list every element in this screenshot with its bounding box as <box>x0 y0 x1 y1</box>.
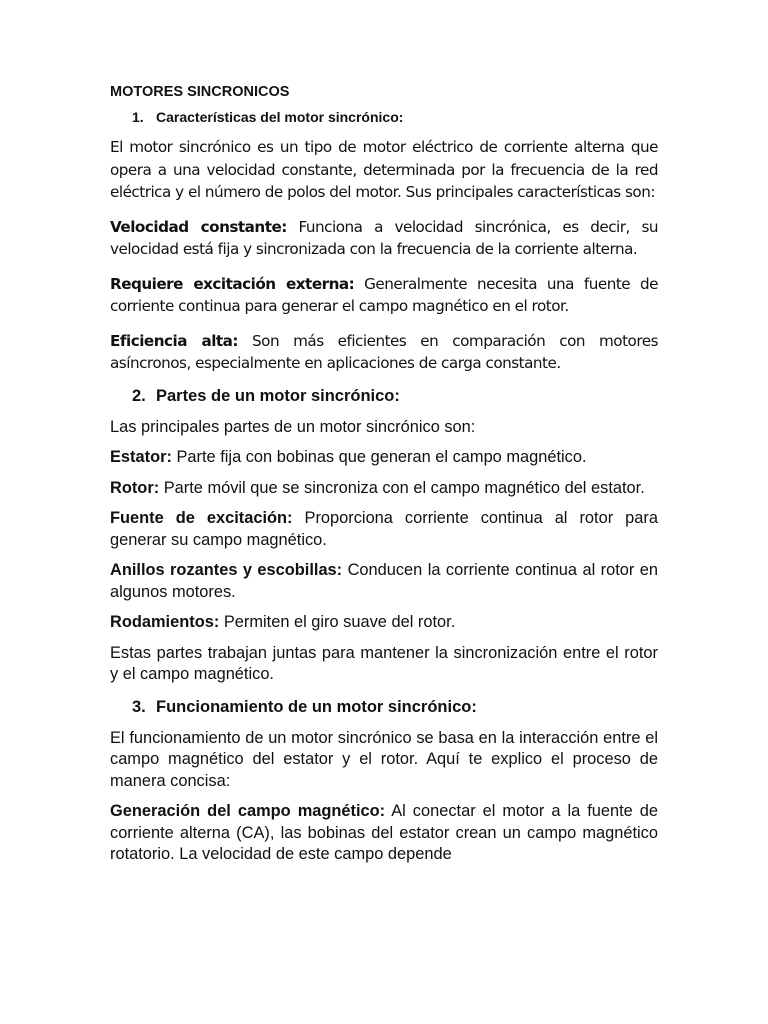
item-term: Anillos rozantes y escobillas: <box>110 561 343 579</box>
item-text: Parte fija con bobinas que generan el campo magnético. <box>176 448 587 466</box>
section-1-number: 1. <box>132 109 144 125</box>
section-2-item-anillos <box>110 560 658 603</box>
section-2-item-rodamientos <box>110 612 658 634</box>
section-1-intro: El motor sincrónico es un tipo de motor eléctrico de corriente alterna que opera a una velocidad constante, determinada por la frecuencia de la red eléctrica y el número de polos del motor. Sus principales características son: <box>110 138 658 201</box>
document-title: MOTORES SINCRONICOS <box>110 84 290 100</box>
section-1-heading <box>132 109 658 125</box>
section-2-item-rotor <box>110 478 658 500</box>
section-3-intro: El funcionamiento de un motor sincrónico se basa en la interacción entre el campo magnético del estator y el rotor. Aquí te explico el proceso de manera concisa: <box>110 728 658 790</box>
item-text: Permiten el giro suave del rotor. <box>223 613 456 631</box>
section-2-closing: Estas partes trabajan juntas para mantener la sincronización entre el rotor y el campo magnético. <box>110 643 658 683</box>
item-text: Al conectar el motor a la fuente de corriente alterna (CA), las bobinas del estator crean un campo magnético rotatorio. La velocidad de este campo depende <box>110 802 659 863</box>
item-term: Generación del campo magnético: <box>110 802 386 820</box>
item-term: Rotor: <box>110 478 160 497</box>
section-2-heading <box>132 387 658 406</box>
item-term: Rodamientos: <box>110 613 220 631</box>
item-term: Eficiencia alta: <box>110 331 238 350</box>
item-term: Velocidad constante: <box>110 217 287 236</box>
item-text: Conducen la corriente continua al rotor en algunos motores. <box>110 561 658 601</box>
item-text: Parte móvil que se sincroniza con el campo magnético del estator. <box>163 478 645 497</box>
item-term: Estator: <box>110 448 172 466</box>
section-1-item-eficiencia <box>110 330 658 375</box>
item-text: Son más eficientes en comparación con motores asíncronos, especialmente en aplicaciones de carga constante. <box>110 331 659 372</box>
item-term: Requiere excitación externa: <box>110 274 355 293</box>
section-3-item-generacion <box>110 801 658 866</box>
section-3-number: 3. <box>132 697 146 716</box>
item-text: Funciona a velocidad sincrónica, es decir, su velocidad está fija y sincronizada con la frecuencia de la corriente alterna. <box>110 217 658 258</box>
section-2-number: 2. <box>132 386 146 405</box>
section-1-title: Características del motor sincrónico: <box>156 109 404 125</box>
document-page <box>110 84 658 875</box>
section-2-item-fuente <box>110 508 658 551</box>
section-2-title: Partes de un motor sincrónico: <box>156 386 400 405</box>
section-2-item-estator <box>110 447 658 469</box>
section-2-intro: Las principales partes de un motor sincrónico son: <box>110 417 476 436</box>
item-text: Proporciona corriente continua al rotor para generar su campo magnético. <box>110 509 658 549</box>
item-term: Fuente de excitación: <box>110 509 293 527</box>
section-3-heading <box>132 698 658 717</box>
section-1-item-velocidad <box>110 216 658 261</box>
section-3-title: Funcionamiento de un motor sincrónico: <box>156 697 477 716</box>
item-text: Generalmente necesita una fuente de corriente continua para generar el campo magnético en el rotor. <box>110 274 658 315</box>
section-1-item-excitacion <box>110 273 658 318</box>
